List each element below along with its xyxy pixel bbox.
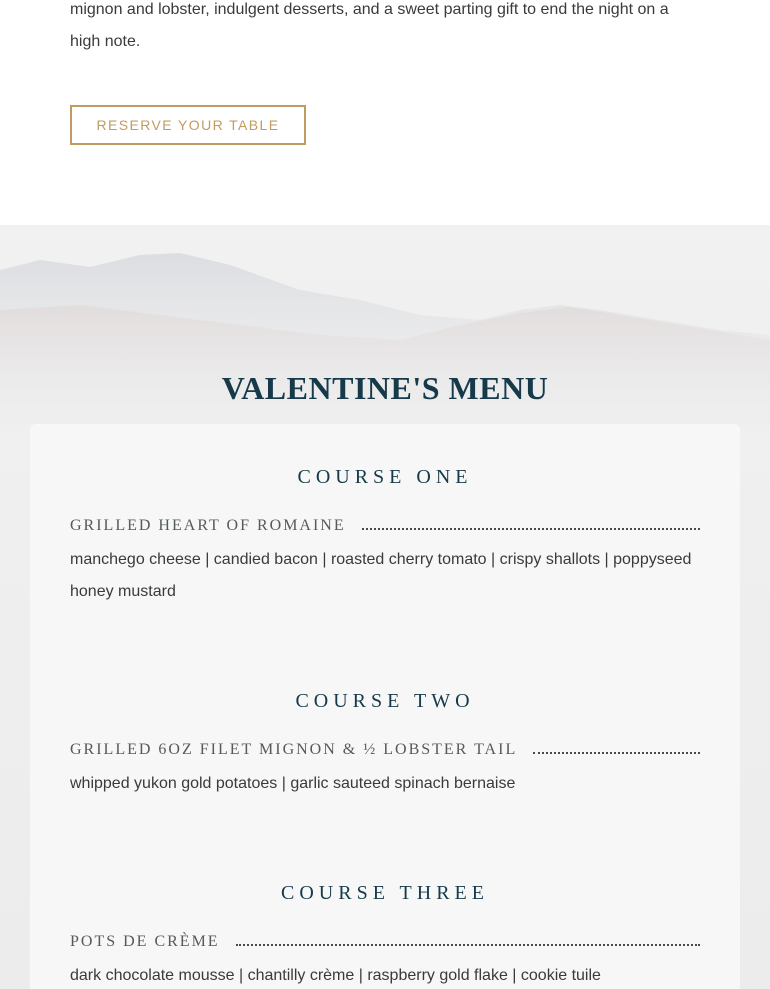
menu-card	[30, 424, 740, 989]
course-three-dish-name: POTS DE CRÈME	[70, 933, 220, 950]
course-two-dish-description: whipped yukon gold potatoes | garlic sauteed spinach bernaise	[70, 775, 516, 792]
course-three-dish-row	[70, 933, 700, 951]
intro-section	[0, 0, 770, 225]
course-two-dish-name: GRILLED 6OZ FILET MIGNON & ½ LOBSTER TAIL	[70, 741, 518, 758]
dot-leader	[533, 752, 700, 754]
dot-leader	[362, 528, 700, 530]
intro-paragraph: mignon and lobster, indulgent desserts, and a sweet parting gift to end the night on a high note.	[70, 1, 669, 50]
course-one-dish-row	[70, 517, 700, 535]
mountain-background-illustration	[0, 225, 770, 445]
course-two-heading: COURSE TWO	[295, 690, 475, 712]
course-one-heading: COURSE ONE	[297, 466, 473, 488]
course-one-dish-description: manchego cheese | candied bacon | roasted cherry tomato | crispy shallots | poppyseed honey mustard	[70, 551, 692, 600]
dot-leader	[236, 944, 700, 946]
menu-title: VALENTINE'S MENU	[221, 369, 549, 406]
course-one-dish-name: GRILLED HEART OF ROMAINE	[70, 517, 346, 534]
course-three-heading: COURSE THREE	[281, 882, 489, 904]
course-three-dish-description: dark chocolate mousse | chantilly crème | raspberry gold flake | cookie tuile	[70, 967, 601, 984]
valentines-menu-section	[0, 225, 770, 989]
reserve-table-button[interactable]: RESERVE YOUR TABLE	[70, 105, 306, 145]
course-two-dish-row	[70, 741, 700, 759]
